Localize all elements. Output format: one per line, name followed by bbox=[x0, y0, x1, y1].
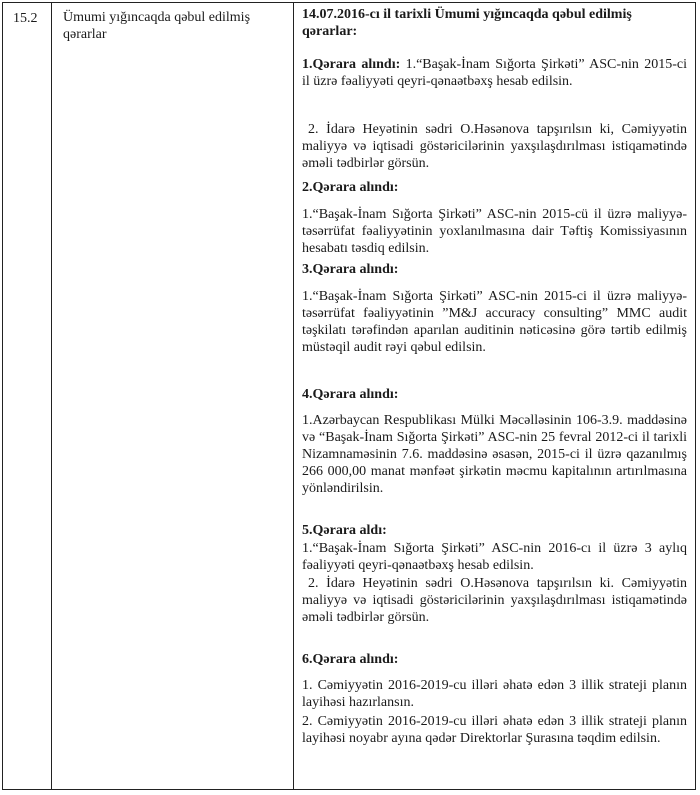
decision-5-title: 5.Qərara aldı: bbox=[302, 523, 387, 538]
column-divider bbox=[51, 3, 52, 789]
decisions-heading: 14.07.2016-cı il tarixli Ümumi yığıncaqda qəbul edilmiş qərarlar: bbox=[302, 7, 632, 39]
decision-6-title: 6.Qərara alındı: bbox=[302, 652, 399, 667]
decisions-content bbox=[302, 3, 688, 746]
decision-5-item-1: 1.“Başak-İnam Sığorta Şirkəti” ASC-nin 2016-cı il üzrə 3 aylıq fəaliyyəti qeyri-qənaətbəxş hesab edilsin. bbox=[302, 541, 687, 573]
decision-6-item-1: 1. Cəmiyyətin 2016-2019-cu illəri əhatə edən 3 illik strateji planın layihəsi hazırlansın. bbox=[302, 678, 687, 710]
decision-1-title: 1.Qərara alındı: bbox=[302, 57, 401, 72]
decisions-table bbox=[2, 2, 696, 790]
decision-1-item-1: 1.“Başak-İnam Sığorta Şirkəti” ASC-nin 2015-ci il üzrə fəaliyyəti qeyri-qənaətbəxş hesab edilsin. bbox=[302, 57, 688, 89]
column-divider bbox=[293, 3, 294, 789]
decision-2-title: 2.Qərara alındı: bbox=[302, 180, 399, 195]
row-topic: Ümumi yığıncaqda qəbul edilmiş qərarlar bbox=[63, 10, 251, 42]
decision-3-item-1: 1.“Başak-İnam Sığorta Şirkəti” ASC-nin 2015-ci il üzrə maliyyə-təsərrüfat fəaliyyətinin ”M&J accuracy consulting” MMC audit təşkilatı tərəfindən aparılan auditinin nəticəsinə görə tərtib edilmiş müstəqil audit rəyi qəbul edilsin. bbox=[302, 289, 687, 355]
decision-1-item-2: 2. İdarə Heyətinin sədri O.Həsənova tapşırılsın ki, Cəmiyyətin maliyyə və iqtisadi göstəricilərinin yaxşılaşdırılması istiqamətində əməli tədbirlər görsün. bbox=[302, 122, 687, 171]
decision-3-title: 3.Qərara alındı: bbox=[302, 262, 399, 277]
row-number: 15.2 bbox=[13, 11, 38, 26]
decision-1 bbox=[302, 56, 687, 90]
decision-4-item-1: 1.Azərbaycan Respublikası Mülki Məcəlləsinin 106-3.9. maddəsinə və “Başak-İnam Sığorta Şirkəti” ASC-nin 25 fevral 2012-ci il tarixli Nizamnaməsinin 7.6. maddəsinə əsasən, 2015-ci il üzrə qazanılmış 266 000,00 manat mənfəət şirkətin məcmu kapitalının artırılmasına yönləndirilsin. bbox=[302, 413, 687, 496]
decision-5-item-2: 2. İdarə Heyətinin sədri O.Həsənova tapşırılsın ki. Cəmiyyətin maliyyə və iqtisadi göstəricilərinin yaxşılaşdırılması istiqamətində əməli tədbirlər görsün. bbox=[302, 576, 687, 625]
decision-6-item-2: 2. Cəmiyyətin 2016-2019-cu illəri əhatə edən 3 illik strateji planın layihəsi noyabr ayına qədər Direktorlar Şurasına təqdim edilsin. bbox=[302, 714, 687, 746]
decision-2-item-1: 1.“Başak-İnam Sığorta Şirkəti” ASC-nin 2015-cü il üzrə maliyyə-təsərrüfat fəaliyyətinin yoxlanılmasına dair Təftiş Komissiyasının hesabatı təsdiq edilsin. bbox=[302, 207, 687, 256]
decision-4-title: 4.Qərara alındı: bbox=[302, 387, 399, 402]
